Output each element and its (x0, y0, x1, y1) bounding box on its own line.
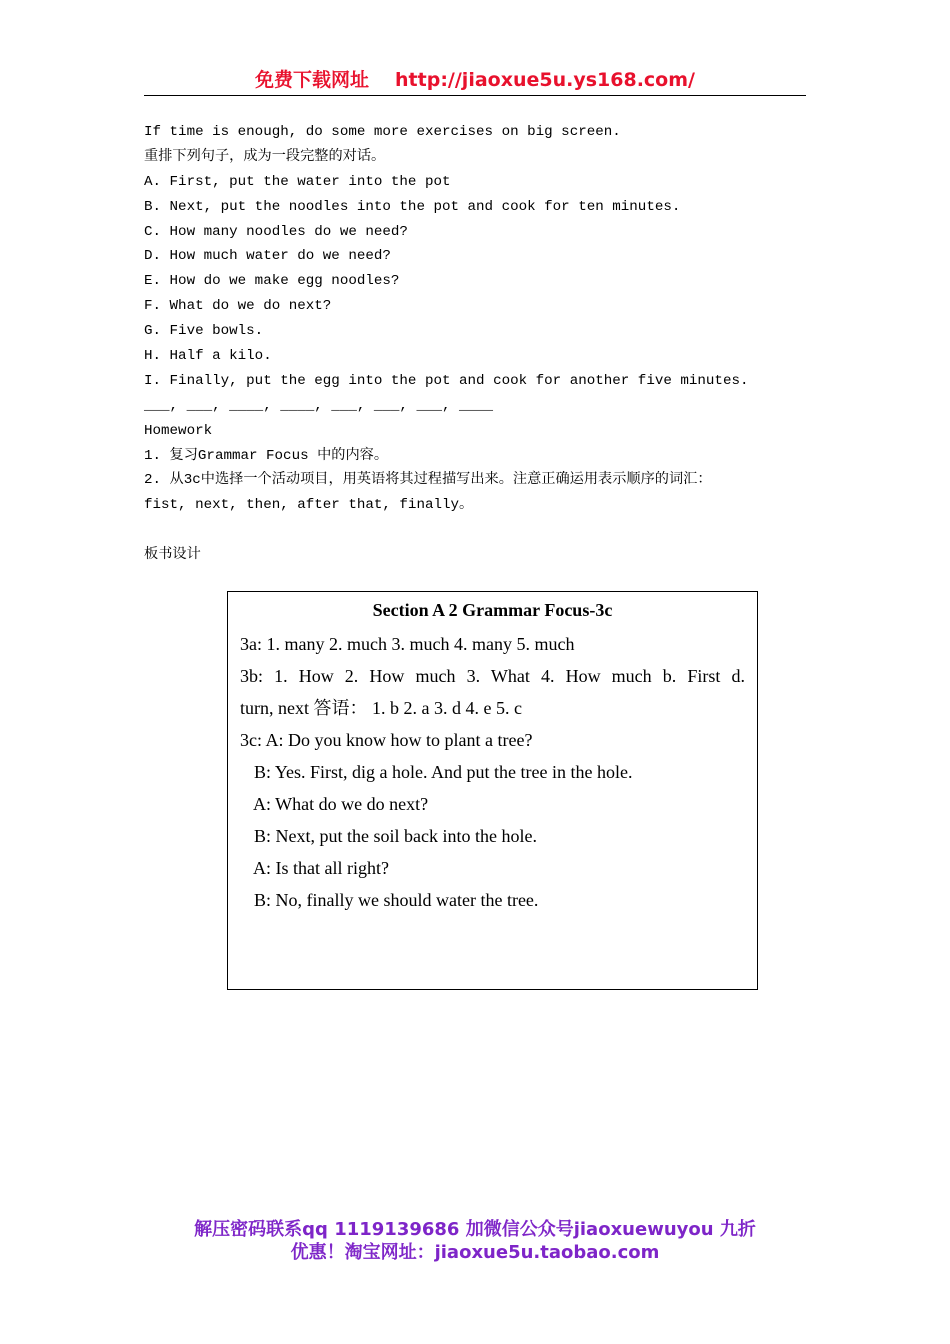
board-title: Section A 2 Grammar Focus-3c (372, 600, 613, 620)
board-3a-answers: 3a: 1. many 2. much 3. much 4. many 5. much (240, 634, 575, 654)
document-body (144, 120, 764, 568)
board-design-label: 板书设计 (144, 547, 201, 564)
footer-line-2: 优惠！淘宝网址：jiaoxue5u.taobao.com (290, 1242, 660, 1263)
dialog-line: B: No, finally we should water the tree. (254, 890, 539, 910)
sentence-g: G. Five bowls. (144, 323, 264, 340)
sentence-d: D. How much water do we need? (144, 248, 391, 265)
page-header (144, 66, 806, 96)
reorder-instruction: 重排下列句子，成为一段完整的对话。 (144, 148, 386, 165)
homework-item-1: 1. 复习Grammar Focus 中的内容。 (144, 447, 389, 464)
header-url-link[interactable]: http://jiaoxue5u.ys168.com/ (395, 69, 695, 91)
homework-words: fist, next, then, after that, finally。 (144, 497, 474, 514)
sentence-b: B. Next, put the noodles into the pot and cook for ten minutes. (144, 198, 681, 215)
dialog-line: A: What do we do next? (253, 794, 429, 814)
dialog-line: B: Next, put the soil back into the hole. (254, 826, 537, 846)
homework-title: Homework (144, 422, 213, 439)
sentence-a: A. First, put the water into the pot (144, 173, 451, 190)
board-3b-answers: 3b: 1. How 2. How much 3. What 4. How much b. First d. (240, 666, 745, 686)
homework-item-2: 2. 从3c中选择一个活动项目，用英语将其过程描写出来。注意正确运用表示顺序的词汇： (144, 472, 712, 489)
footer-line-1: 解压密码联系qq 1119139686 加微信公众号jiaoxuewuyou 九折 (194, 1219, 756, 1240)
sentence-c: C. How many noodles do we need? (144, 223, 408, 240)
board-3c-question: 3c: A: Do you know how to plant a tree? (240, 730, 533, 750)
header-label: 免费下载网址 (255, 69, 370, 91)
board-3b-continued: turn, next 答语： 1. b 2. a 3. d 4. e 5. c (240, 698, 522, 718)
intro-text: If time is enough, do some more exercises on big screen. (144, 124, 621, 140)
sentence-i: I. Finally, put the egg into the pot and cook for another five minutes. (144, 372, 749, 389)
dialog-line: A: Is that all right? (253, 858, 389, 878)
blackboard-design-box (227, 591, 758, 990)
sentence-e: E. How do we make egg noodles? (144, 273, 400, 290)
sentence-f: F. What do we do next? (144, 298, 332, 315)
answer-blanks: ___, ___, ____, ____, ___, ___, ___, ____ (144, 397, 494, 414)
sentence-h: H. Half a kilo. (144, 348, 272, 365)
dialog-line: B: Yes. First, dig a hole. And put the tree in the hole. (254, 762, 633, 782)
